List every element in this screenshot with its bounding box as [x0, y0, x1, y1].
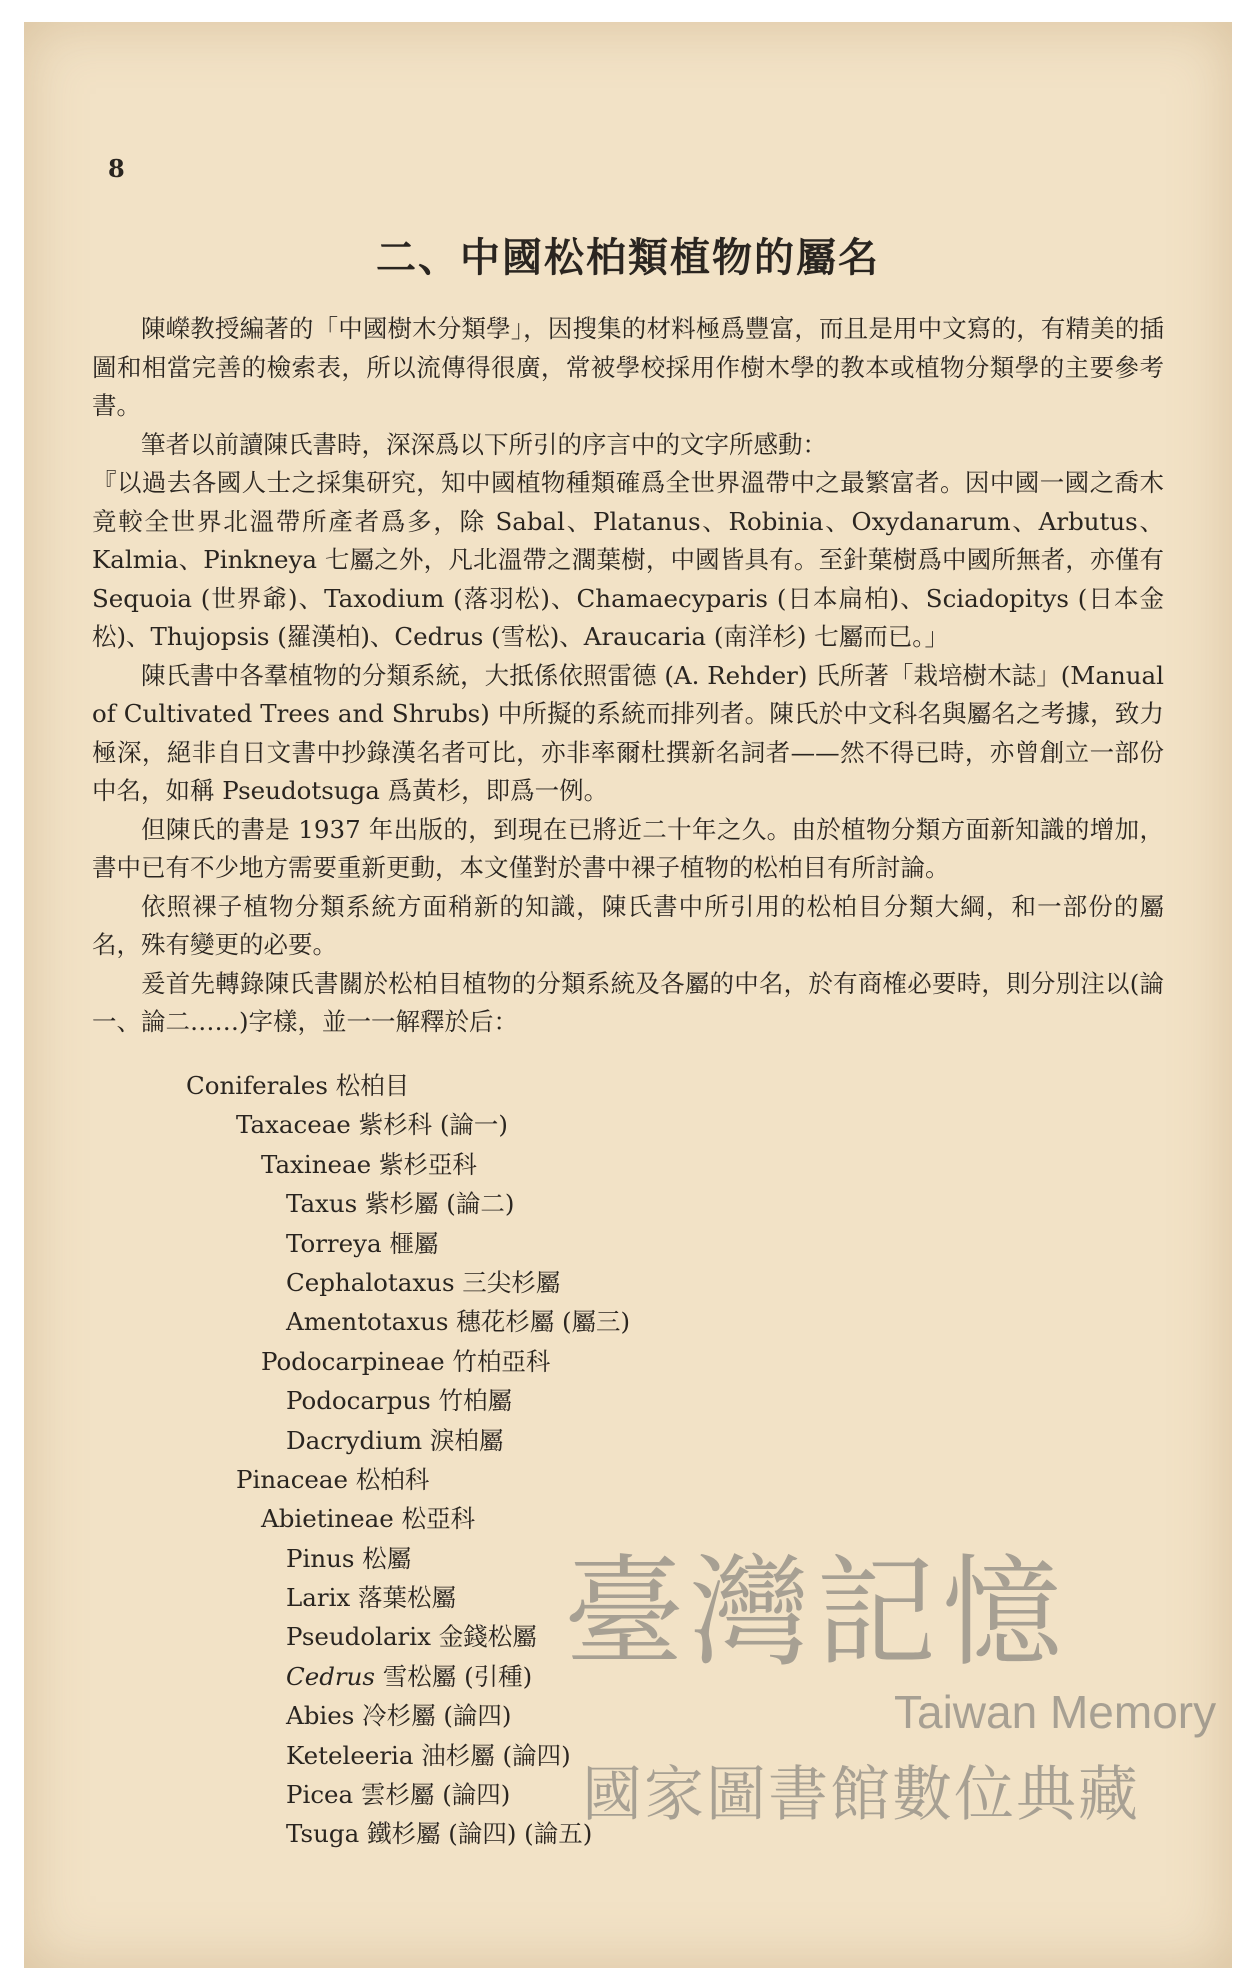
taxon-row: Taxus 紫杉屬 (論二)	[286, 1189, 515, 1219]
taxon-row: Pinus 松屬	[286, 1543, 412, 1573]
taxon-row: Abies 冷杉屬 (論四)	[286, 1701, 512, 1731]
body-text	[92, 310, 1164, 1042]
taxon-row: Dacrydium 淚柏屬	[286, 1425, 504, 1455]
book-page	[24, 22, 1232, 1968]
taxon-rest: 雪松屬 (引種)	[375, 1661, 533, 1691]
paragraph: 陳氏書中各羣植物的分類系統，大抵係依照雷德 (A. Rehder) 氏所著「栽培樹木誌」(Manual of Cultivated Trees and Shrubs) 中所擬的系統而排列者。陳氏於中文科名與屬名之考據，致力極深，絕非自日文書中抄錄漢名者可比，亦非率爾杜撰新名詞者——然不得已時，亦曾創立一部份中名，如稱 Pseudotsuga 爲黃杉，即爲一例。	[92, 660, 1164, 805]
taxon-row: Larix 落葉松屬	[286, 1583, 457, 1613]
taxon-row: Torreya 榧屬	[286, 1228, 439, 1258]
taxon-row: Cephalotaxus 三尖杉屬	[286, 1267, 561, 1297]
taxon-row: Pseudolarix 金錢松屬	[286, 1622, 537, 1652]
taxon-row: Amentotaxus 穗花杉屬 (屬三)	[286, 1307, 631, 1337]
taxon-row: Tsuga 鐵杉屬 (論四) (論五)	[286, 1819, 593, 1849]
taxon-row: Taxineae 紫杉亞科	[261, 1149, 477, 1179]
taxon-row: Abietineae 松亞科	[261, 1504, 476, 1534]
paragraph: 但陳氏的書是 1937 年出版的，到現在已將近二十年之久。由於植物分類方面新知識的增加，書中已有不少地方需要重新更動，本文僅對於書中裸子植物的松柏目有所討論。	[92, 814, 1164, 882]
paragraph: 筆者以前讀陳氏書時，深深爲以下所引的序言中的文字所感動：	[141, 429, 827, 459]
quoted-paragraph: 『以過去各國人士之採集研究，知中國植物種類確爲全世界溫帶中之最繁富者。因中國一國之喬木竟較全世界北溫帶所產者爲多，除 Sabal、Platanus、Robinia、Oxydanarum、Arbutus、Kalmia、Pinkneya 七屬之外，凡北溫帶之濶葉樹，中國皆具有。至針葉樹爲中國所無者，亦僅有 Sequoia (世界爺)、Taxodium (落羽松)、Chamaecyparis (日本扁柏)、Sciadopitys (日本金松)、Thujopsis (羅漢柏)、Cedrus (雪松)、Araucaria (南洋杉) 七屬而已。」	[92, 468, 1164, 651]
taxon-row: Taxaceae 紫杉科 (論一)	[236, 1110, 508, 1140]
paragraph: 陳嶸教授編著的「中國樹木分類學」，因搜集的材料極爲豐富，而且是用中文寫的，有精美的插圖和相當完善的檢索表，所以流傳得很廣，常被學校採用作樹木學的教本或植物分類學的主要參考書。	[92, 314, 1164, 420]
page-number: 8	[108, 154, 125, 183]
watermark-english: Taiwan Memory	[894, 1686, 1217, 1738]
taxon-genus-italic: Cedrus	[286, 1661, 375, 1691]
taxon-row: Keteleeria 油杉屬 (論四)	[286, 1740, 571, 1770]
watermark-chinese: 臺灣記憶	[564, 1544, 1068, 1683]
taxon-row: Podocarpineae 竹柏亞科	[261, 1346, 551, 1376]
paragraph: 依照裸子植物分類系統方面稍新的知識，陳氏書中所引用的松柏目分類大綱，和一部份的屬名，殊有變更的必要。	[92, 891, 1164, 959]
watermark-library: 國家圖書館數位典藏	[582, 1760, 1140, 1830]
taxon-row: Picea 雲杉屬 (論四)	[286, 1780, 511, 1810]
section-title: 二、中國松柏類植物的屬名	[376, 234, 880, 281]
taxon-row: Podocarpus 竹柏屬	[286, 1386, 513, 1416]
taxon-row: Coniferales 松柏目	[186, 1071, 410, 1100]
paragraph: 爰首先轉錄陳氏書關於松柏目植物的分類系統及各屬的中名，於有商榷必要時，則分別注以(論一、論二……)字樣，並一一解釋於后：	[92, 968, 1164, 1036]
taxon-row: Pinaceae 松柏科	[236, 1464, 430, 1494]
watermark	[564, 1517, 1217, 1847]
